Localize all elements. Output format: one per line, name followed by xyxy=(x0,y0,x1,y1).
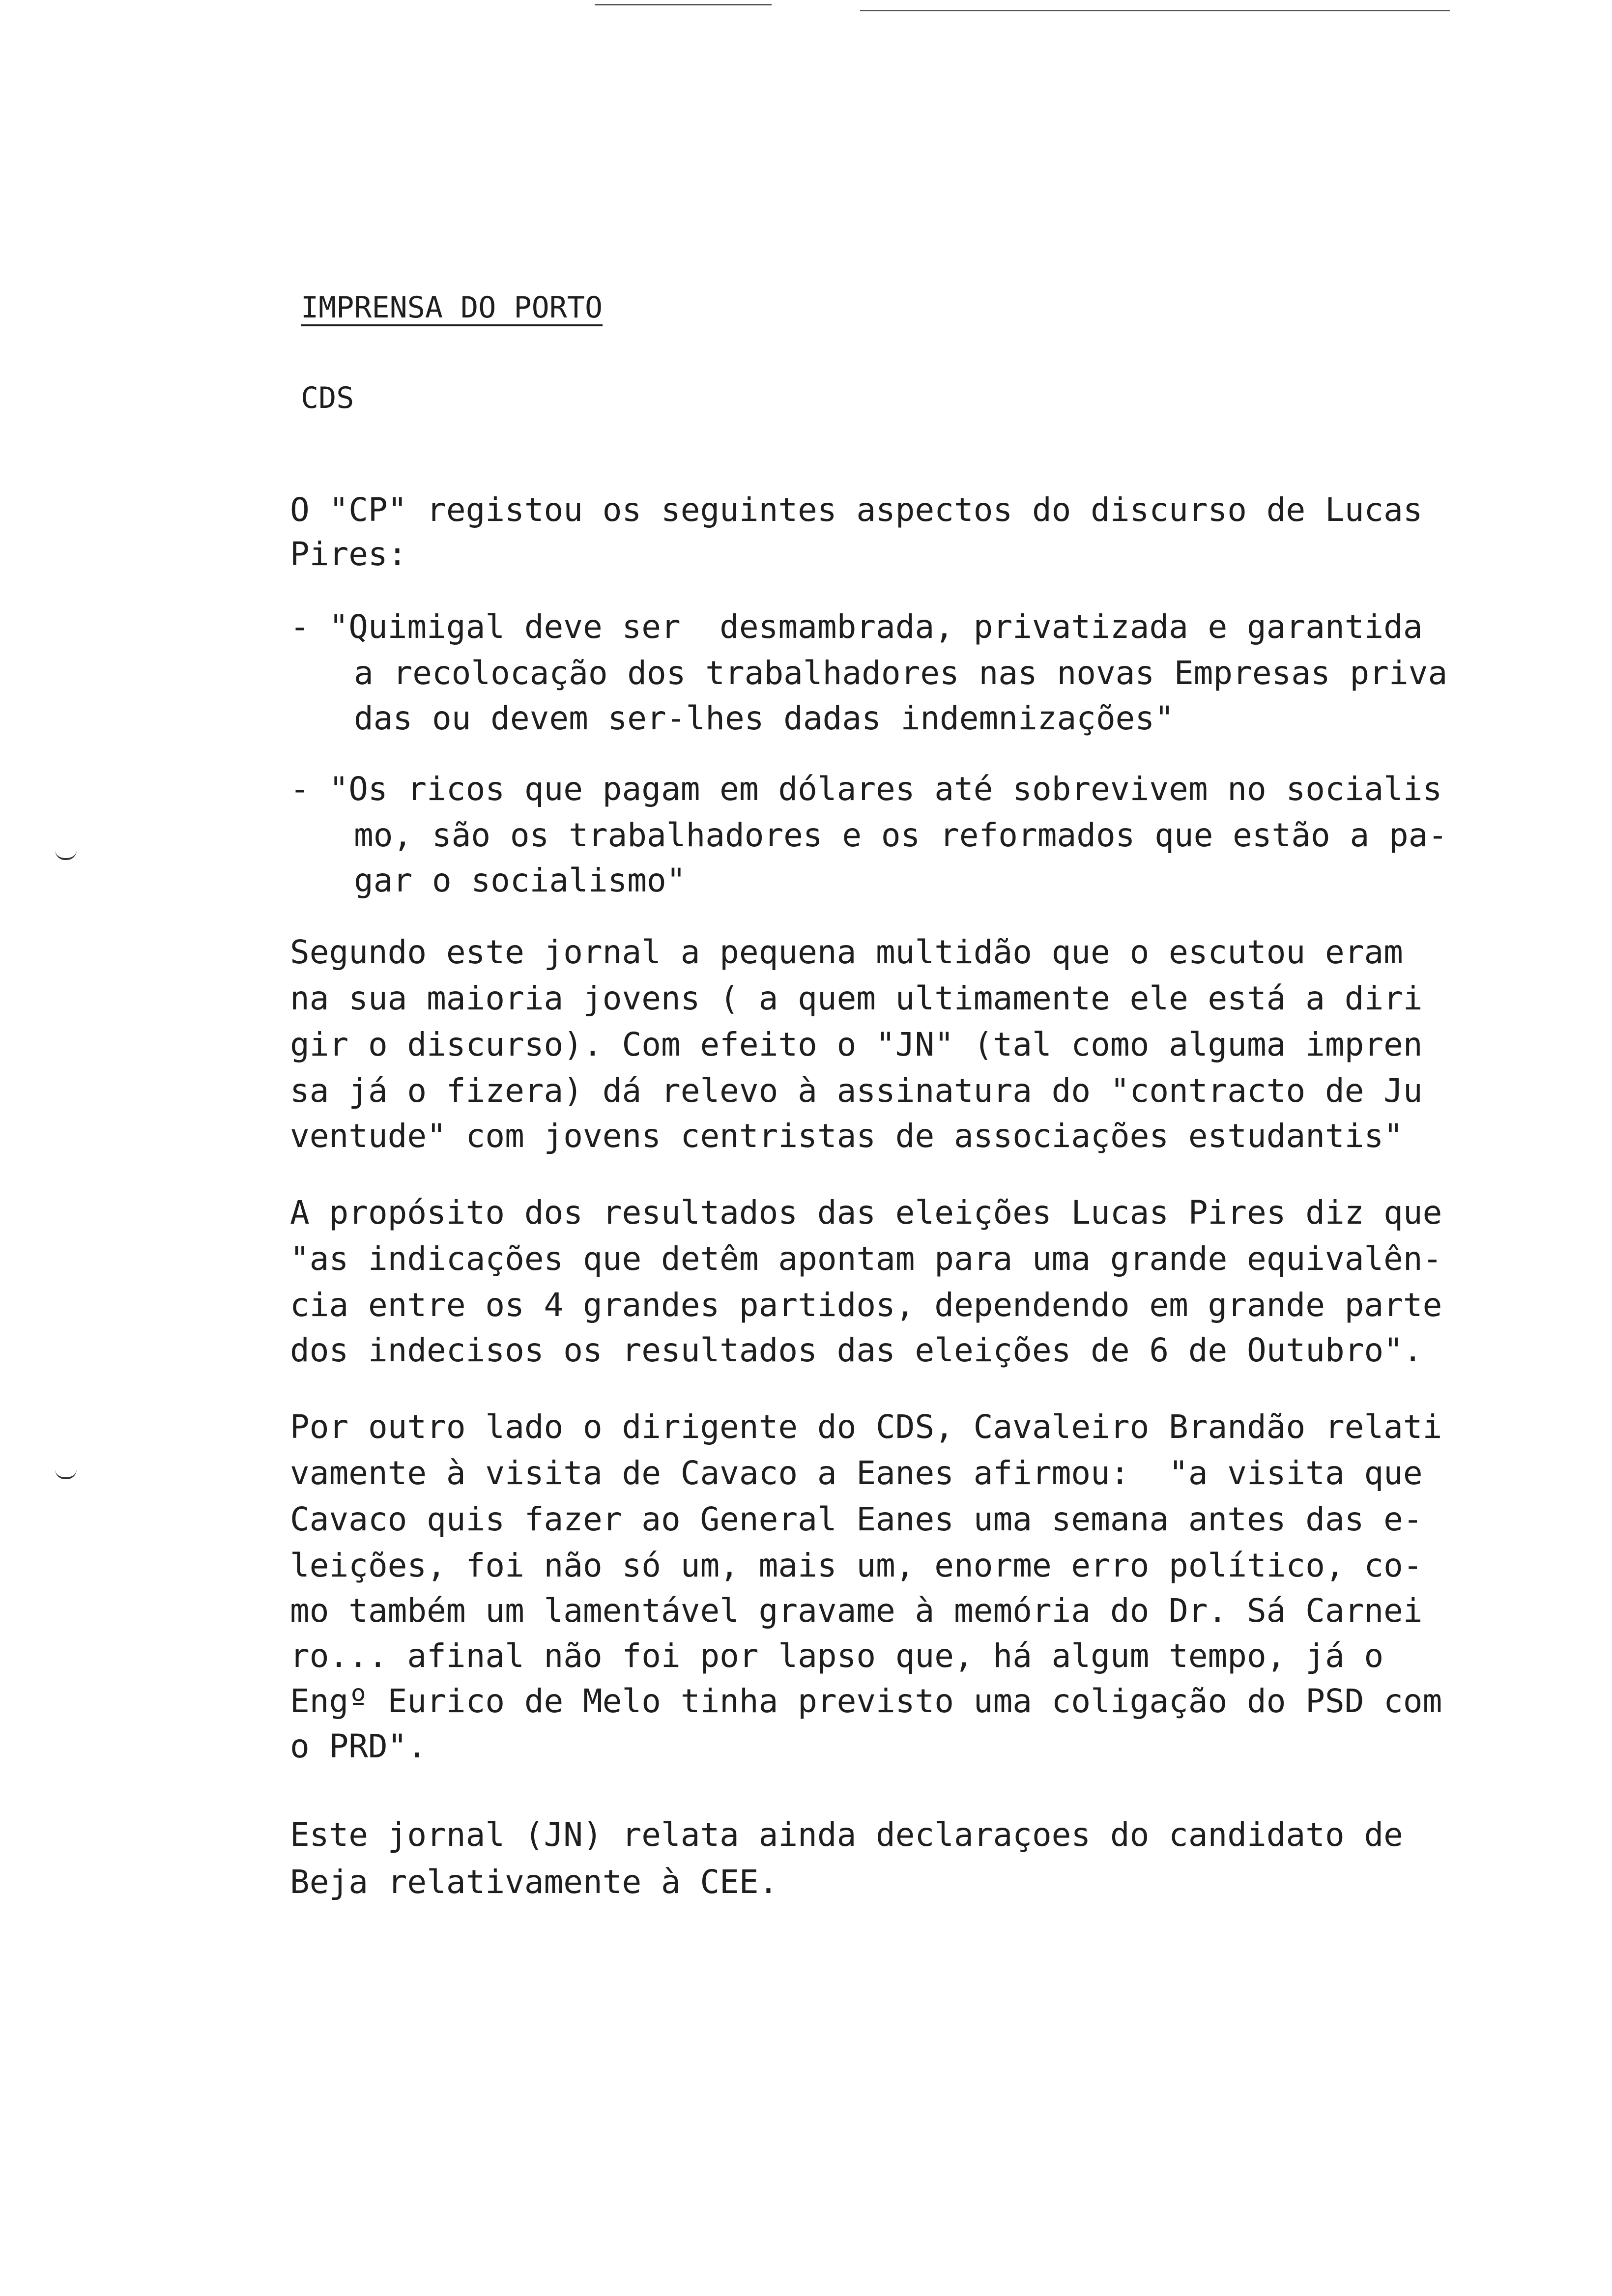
text-line: a recolocação dos trabalhadores nas novas Empresas priva xyxy=(354,654,1448,692)
text-line: vamente à visita de Cavaco a Eanes afirmou: "a visita que xyxy=(290,1454,1423,1492)
text-line: Segundo este jornal a pequena multidão que o escutou eram xyxy=(290,933,1403,971)
top-rule-left xyxy=(595,4,772,5)
text-line: cia entre os 4 grandes partidos, dependendo em grande parte xyxy=(290,1286,1442,1324)
text-line: dos indecisos os resultados das eleições de 6 de Outubro". xyxy=(290,1331,1423,1369)
text-line: gar o socialismo" xyxy=(354,861,686,899)
text-line: gir o discurso). Com efeito o "JN" (tal como alguma impren xyxy=(290,1026,1423,1063)
text-line: - "Quimigal deve ser desmambrada, privatizada e garantida xyxy=(290,608,1423,646)
margin-mark xyxy=(55,850,77,860)
text-line: Por outro lado o dirigente do CDS, Cavaleiro Brandão relati xyxy=(290,1408,1442,1446)
text-line: o PRD". xyxy=(290,1727,427,1765)
page-title: IMPRENSA DO PORTO xyxy=(301,290,603,325)
text-line: ventude" com jovens centristas de associações estudantis" xyxy=(290,1117,1403,1155)
text-line: Pires: xyxy=(290,535,407,573)
margin-mark xyxy=(55,1469,77,1479)
text-line: - "Os ricos que pagam em dólares até sobrevivem no socialis xyxy=(290,770,1442,808)
text-line: ro... afinal não foi por lapso que, há algum tempo, já o xyxy=(290,1637,1384,1675)
text-line: sa já o fizera) dá relevo à assinatura do "contracto de Ju xyxy=(290,1072,1423,1110)
top-rule-right xyxy=(860,10,1450,11)
text-line: mo também um lamentável gravame à memória do Dr. Sá Carnei xyxy=(290,1592,1423,1630)
text-line: leições, foi não só um, mais um, enorme erro político, co- xyxy=(290,1547,1423,1584)
text-line: A propósito dos resultados das eleições Lucas Pires diz que xyxy=(290,1194,1442,1232)
section-label: CDS xyxy=(301,381,354,415)
text-line: das ou devem ser-lhes dadas indemnizações" xyxy=(354,699,1174,737)
text-line: O "CP" registou os seguintes aspectos do discurso de Lucas xyxy=(290,491,1423,529)
text-line: mo, são os trabalhadores e os reformados que estão a pa- xyxy=(354,816,1448,854)
text-line: "as indicações que detêm apontam para uma grande equivalên- xyxy=(290,1240,1442,1278)
text-line: Cavaco quis fazer ao General Eanes uma semana antes das e- xyxy=(290,1500,1423,1538)
text-line: na sua maioria jovens ( a quem ultimamente ele está a diri xyxy=(290,979,1423,1017)
text-line: Engº Eurico de Melo tinha previsto uma coligação do PSD com xyxy=(290,1682,1442,1720)
text-line: Beja relativamente à CEE. xyxy=(290,1863,778,1901)
text-line: Este jornal (JN) relata ainda declaraçoes do candidato de xyxy=(290,1816,1403,1854)
